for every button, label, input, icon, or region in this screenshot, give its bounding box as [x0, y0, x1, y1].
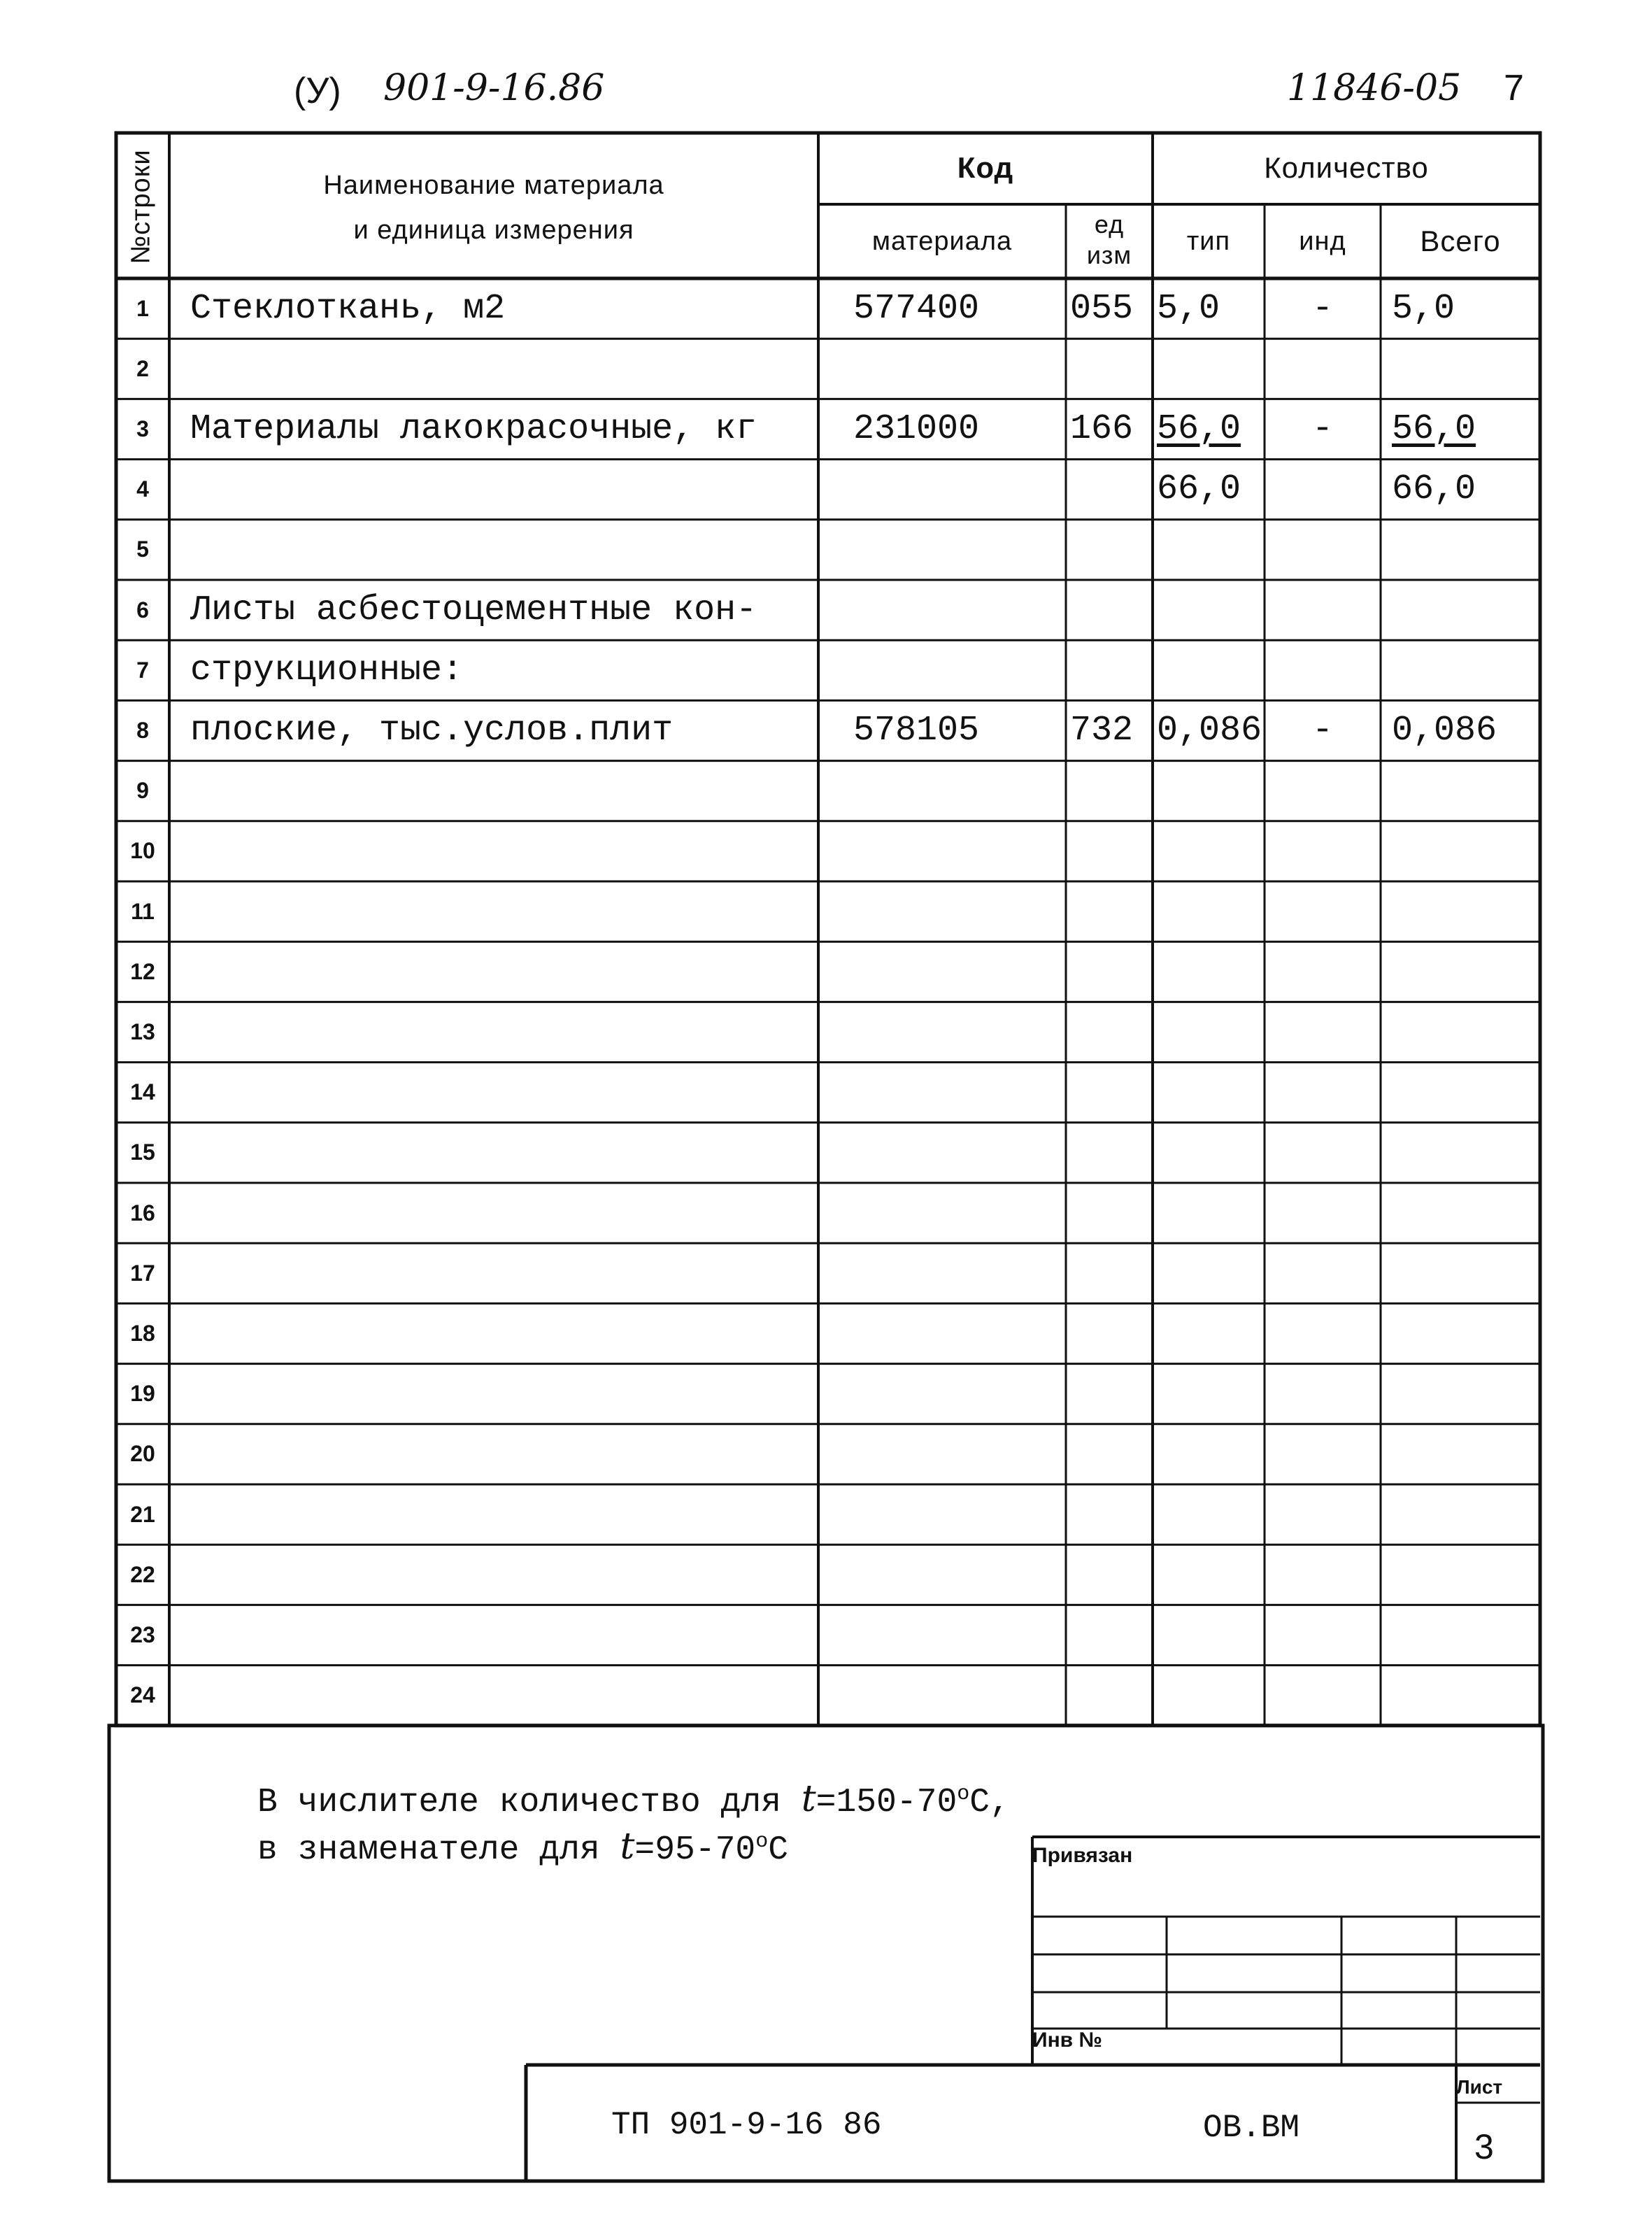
- material-name-text: струкционные:: [190, 650, 464, 690]
- row-number-text: 3: [136, 416, 149, 441]
- quantity-individual-text: -: [1311, 409, 1333, 449]
- material-name: [169, 700, 818, 760]
- material-code-text: 231000: [853, 409, 980, 449]
- unit-code: [1066, 881, 1153, 942]
- quantity-individual: [1265, 339, 1381, 399]
- quantity-type: [1153, 1303, 1265, 1363]
- row-number-text: 15: [130, 1139, 155, 1165]
- unit-code: [1066, 1605, 1153, 1665]
- section-code: ОВ.ВМ: [1203, 2110, 1300, 2146]
- row-number-text: 16: [130, 1200, 155, 1226]
- quantity-total: [1381, 399, 1540, 459]
- material-code: [818, 580, 1066, 640]
- material-code-text: 577400: [853, 288, 980, 329]
- document-number: 11846-05: [1287, 67, 1462, 109]
- quantity-individual: [1265, 942, 1381, 1002]
- quantity-total-text: 5,0: [1392, 288, 1455, 329]
- material-name: [169, 580, 818, 640]
- code-unit-header-line1: ед: [1094, 210, 1125, 239]
- quantity-individual: [1265, 520, 1381, 580]
- unit-code: [1066, 278, 1153, 339]
- quantity-individual: [1265, 761, 1381, 821]
- material-name: [169, 1484, 818, 1544]
- material-code: [818, 881, 1066, 942]
- quantity-total: [1381, 1544, 1540, 1605]
- quantity-type: [1153, 1123, 1265, 1183]
- row-number-text: 11: [131, 898, 155, 924]
- quantity-total: [1381, 881, 1540, 942]
- row-number-text: 4: [136, 476, 149, 502]
- quantity-individual: [1265, 1364, 1381, 1424]
- quantity-individual: [1265, 1484, 1381, 1544]
- material-code: [818, 1123, 1066, 1183]
- quantity-individual: [1265, 1123, 1381, 1183]
- material-code: [818, 1243, 1066, 1303]
- row-number: [116, 339, 169, 399]
- quantity-total: [1381, 520, 1540, 580]
- material-code: [818, 399, 1066, 459]
- quantity-total: [1381, 1364, 1540, 1424]
- unit-code: [1066, 1063, 1153, 1123]
- quantity-type: [1153, 460, 1265, 520]
- name-header-line1: Наименование материала: [323, 170, 664, 200]
- sheet-number: 3: [1474, 2127, 1494, 2166]
- quantity-total: [1381, 761, 1540, 821]
- unit-code: [1066, 1123, 1153, 1183]
- row-number: [116, 1243, 169, 1303]
- row-number-text: 12: [130, 958, 155, 984]
- series-code: 901-9-16.86: [383, 67, 605, 109]
- unit-code: [1066, 1666, 1153, 1726]
- row-number: [116, 1605, 169, 1665]
- quantity-type-text: 66,0: [1157, 469, 1241, 510]
- material-name-text: Листы асбестоцементные кон-: [190, 590, 757, 630]
- quantity-individual-text: -: [1311, 288, 1333, 329]
- row-number: [116, 821, 169, 881]
- series-prefix: (У): [294, 71, 341, 111]
- material-code: [818, 460, 1066, 520]
- unit-code: [1066, 460, 1153, 520]
- row-number: [116, 1484, 169, 1544]
- row-number: [116, 460, 169, 520]
- unit-code: [1066, 1303, 1153, 1363]
- row-number: [116, 881, 169, 942]
- quantity-type: [1153, 1544, 1265, 1605]
- quantity-individual: [1265, 700, 1381, 760]
- quantity-individual: [1265, 1183, 1381, 1243]
- unit-code: [1066, 1484, 1153, 1544]
- quantity-total: [1381, 1243, 1540, 1303]
- material-name: [169, 640, 818, 700]
- material-code: [818, 520, 1066, 580]
- row-number-text: 20: [130, 1441, 155, 1467]
- quantity-individual: [1265, 1303, 1381, 1363]
- row-number: [116, 640, 169, 700]
- material-name: [169, 1424, 818, 1484]
- quantity-type: [1153, 1243, 1265, 1303]
- quantity-individual: [1265, 1243, 1381, 1303]
- quantity-type: [1153, 1364, 1265, 1424]
- unit-code: [1066, 761, 1153, 821]
- row-number: [116, 399, 169, 459]
- name-header-line2: и единица измерения: [353, 215, 634, 245]
- material-name: [169, 1666, 818, 1726]
- quantity-individual-header: инд: [1299, 226, 1346, 256]
- unit-code: [1066, 580, 1153, 640]
- unit-code: [1066, 1544, 1153, 1605]
- row-number-header: №строки: [126, 148, 156, 264]
- quantity-type: [1153, 881, 1265, 942]
- quantity-total: [1381, 580, 1540, 640]
- material-code: [818, 1424, 1066, 1484]
- quantity-total: [1381, 1605, 1540, 1665]
- material-name: [169, 1243, 818, 1303]
- unit-code-text: 732: [1070, 710, 1134, 751]
- row-number-text: 2: [136, 355, 149, 381]
- quantity-type: [1153, 942, 1265, 1002]
- row-number: [116, 1544, 169, 1605]
- quantity-total: [1381, 460, 1540, 520]
- quantity-individual: [1265, 1605, 1381, 1665]
- material-name: [169, 761, 818, 821]
- code-group-header: Код: [957, 151, 1014, 184]
- material-name: [169, 1544, 818, 1605]
- quantity-individual: [1265, 460, 1381, 520]
- material-name: [169, 1605, 818, 1665]
- quantity-total: [1381, 339, 1540, 399]
- code-unit-header-line2: изм: [1086, 241, 1132, 269]
- footnote-line1: В числителе количество для $t=150-70^оС$,: [257, 1778, 1010, 1821]
- material-code: [818, 640, 1066, 700]
- quantity-individual: [1265, 1544, 1381, 1605]
- row-number-text: 19: [130, 1381, 155, 1407]
- quantity-individual: [1265, 1666, 1381, 1726]
- quantity-total-text: 66,0: [1392, 469, 1476, 510]
- material-code: [818, 339, 1066, 399]
- quantity-type: [1153, 1424, 1265, 1484]
- quantity-type: [1153, 1666, 1265, 1726]
- row-number-text: 9: [136, 778, 149, 804]
- quantity-individual: [1265, 640, 1381, 700]
- unit-code: [1066, 1364, 1153, 1424]
- row-number-text: 17: [130, 1260, 155, 1286]
- code-material-header: материала: [871, 226, 1013, 256]
- row-number: [116, 1002, 169, 1062]
- quantity-type: [1153, 821, 1265, 881]
- quantity-type: [1153, 1605, 1265, 1665]
- quantity-individual: [1265, 1063, 1381, 1123]
- sheet-label: Лист: [1456, 2076, 1503, 2098]
- row-number: [116, 1364, 169, 1424]
- row-number-text: 5: [136, 537, 149, 562]
- material-code: [818, 1063, 1066, 1123]
- quantity-type: [1153, 761, 1265, 821]
- quantity-individual-text: -: [1311, 710, 1333, 751]
- material-code: [818, 1544, 1066, 1605]
- row-number: [116, 1424, 169, 1484]
- unit-code: [1066, 520, 1153, 580]
- material-name: [169, 1002, 818, 1062]
- material-code: [818, 942, 1066, 1002]
- material-code: [818, 1666, 1066, 1726]
- material-name: [169, 1303, 818, 1363]
- row-number: [116, 761, 169, 821]
- row-number-text: 7: [136, 657, 149, 683]
- material-code: [818, 1364, 1066, 1424]
- unit-code: [1066, 640, 1153, 700]
- quantity-total-text: 0,086: [1392, 710, 1497, 751]
- row-number-text: 24: [130, 1682, 155, 1708]
- material-code: [818, 700, 1066, 760]
- material-name: [169, 1183, 818, 1243]
- row-number-text: 18: [130, 1320, 155, 1346]
- quantity-type: [1153, 640, 1265, 700]
- quantity-type-text: 5,0: [1157, 288, 1220, 329]
- quantity-type: [1153, 1183, 1265, 1243]
- row-number: [116, 520, 169, 580]
- quantity-type: [1153, 700, 1265, 760]
- material-code-text: 578105: [853, 710, 980, 751]
- row-number-text: 21: [130, 1501, 155, 1527]
- material-code: [818, 761, 1066, 821]
- row-number-text: 1: [136, 295, 149, 321]
- unit-code: [1066, 399, 1153, 459]
- quantity-individual: [1265, 1424, 1381, 1484]
- quantity-total: [1381, 1303, 1540, 1363]
- unit-code: [1066, 339, 1153, 399]
- quantity-type: [1153, 1002, 1265, 1062]
- quantity-total: [1381, 942, 1540, 1002]
- quantity-type-text: 56,0: [1157, 409, 1241, 449]
- unit-code: [1066, 1183, 1153, 1243]
- row-number: [116, 1303, 169, 1363]
- material-code: [818, 1484, 1066, 1544]
- quantity-type: [1153, 399, 1265, 459]
- material-code: [818, 1605, 1066, 1665]
- quantity-type: [1153, 339, 1265, 399]
- quantity-type-text: 0,086: [1157, 710, 1262, 751]
- material-name-text: Материалы лакокрасочные, кг: [190, 409, 757, 449]
- material-name: [169, 1063, 818, 1123]
- footnote-line2: в знаменателе для $t=95-70^оС$: [257, 1826, 789, 1869]
- quantity-individual: [1265, 399, 1381, 459]
- row-number: [116, 1123, 169, 1183]
- quantity-total: [1381, 1063, 1540, 1123]
- quantity-type: [1153, 278, 1265, 339]
- row-number-text: 6: [136, 597, 149, 623]
- row-number-text: 8: [136, 717, 149, 743]
- row-number: [116, 942, 169, 1002]
- material-name: [169, 399, 818, 459]
- unit-code-text: 055: [1070, 288, 1134, 329]
- quantity-total: [1381, 821, 1540, 881]
- quantity-individual: [1265, 580, 1381, 640]
- unit-code: [1066, 942, 1153, 1002]
- material-name: [169, 942, 818, 1002]
- material-name: [169, 278, 818, 339]
- quantity-total: [1381, 1002, 1540, 1062]
- unit-code-text: 166: [1070, 409, 1134, 449]
- row-number-text: 14: [130, 1079, 155, 1105]
- quantity-individual: [1265, 278, 1381, 339]
- quantity-total: [1381, 700, 1540, 760]
- unit-code: [1066, 700, 1153, 760]
- attached-label: Привязан: [1032, 1844, 1133, 1867]
- material-code: [818, 1183, 1066, 1243]
- material-name: [169, 1123, 818, 1183]
- row-number: [116, 1063, 169, 1123]
- material-name-text: Стеклоткань, м2: [190, 288, 506, 329]
- document-code: ТП 901-9-16 86: [611, 2107, 882, 2143]
- material-code: [818, 821, 1066, 881]
- quantity-individual: [1265, 1002, 1381, 1062]
- material-name: [169, 460, 818, 520]
- inventory-number-label: Инв №: [1032, 2029, 1102, 2052]
- quantity-total: [1381, 1424, 1540, 1484]
- row-number-text: 10: [130, 838, 155, 864]
- row-number: [116, 580, 169, 640]
- unit-code: [1066, 1424, 1153, 1484]
- quantity-individual: [1265, 881, 1381, 942]
- unit-code: [1066, 1243, 1153, 1303]
- material-name: [169, 821, 818, 881]
- quantity-type: [1153, 520, 1265, 580]
- quantity-group-header: Количество: [1264, 151, 1429, 184]
- quantity-total: [1381, 1666, 1540, 1726]
- material-name-text: плоские, тыс.услов.плит: [190, 710, 674, 751]
- material-name: [169, 881, 818, 942]
- quantity-type: [1153, 1063, 1265, 1123]
- row-number-text: 13: [130, 1018, 155, 1044]
- row-number-text: 22: [130, 1561, 155, 1587]
- quantity-total-header: Всего: [1420, 225, 1501, 257]
- quantity-individual: [1265, 821, 1381, 881]
- quantity-type-header: тип: [1186, 226, 1231, 256]
- quantity-total-text: 56,0: [1392, 409, 1476, 449]
- unit-code: [1066, 1002, 1153, 1062]
- quantity-total: [1381, 1484, 1540, 1544]
- quantity-total: [1381, 1123, 1540, 1183]
- page-number: 7: [1504, 68, 1524, 108]
- quantity-type: [1153, 1484, 1265, 1544]
- material-name: [169, 339, 818, 399]
- row-number: [116, 278, 169, 339]
- quantity-total: [1381, 1183, 1540, 1243]
- material-code: [818, 278, 1066, 339]
- row-number-text: 23: [130, 1621, 155, 1647]
- material-name: [169, 520, 818, 580]
- row-number: [116, 1666, 169, 1726]
- row-number: [116, 1183, 169, 1243]
- unit-code: [1066, 821, 1153, 881]
- row-number: [116, 700, 169, 760]
- material-code: [818, 1002, 1066, 1062]
- quantity-total: [1381, 640, 1540, 700]
- quantity-total: [1381, 278, 1540, 339]
- material-code: [818, 1303, 1066, 1363]
- quantity-type: [1153, 580, 1265, 640]
- material-name: [169, 1364, 818, 1424]
